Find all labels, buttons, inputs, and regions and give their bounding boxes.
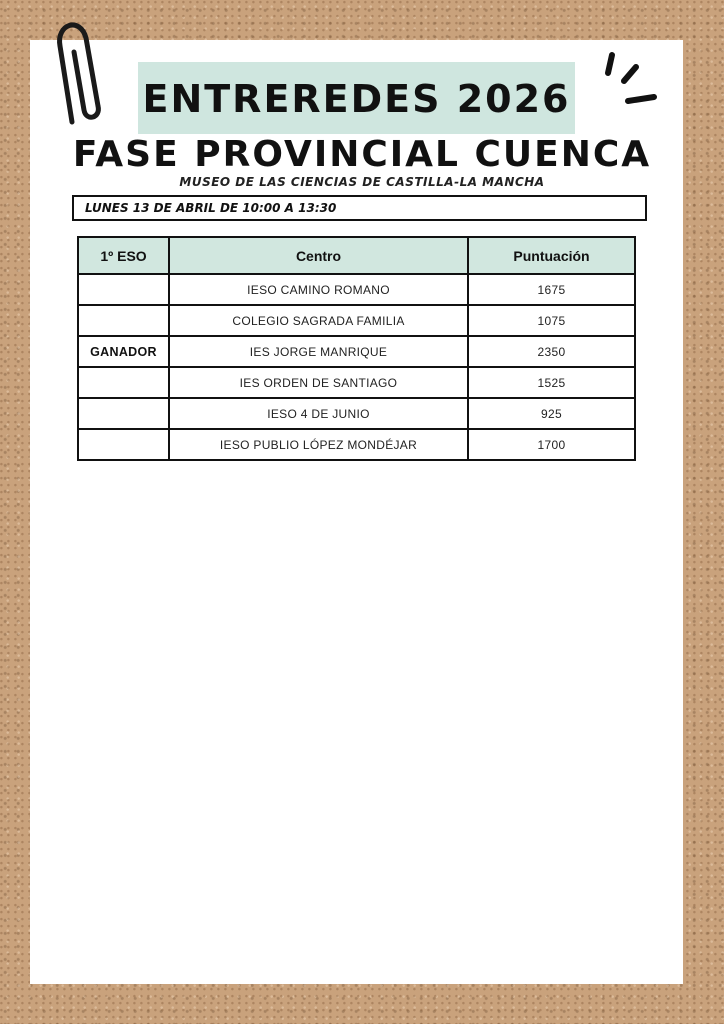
table-row	[78, 367, 635, 398]
row-status	[78, 398, 169, 429]
row-puntuacion: 2350	[468, 336, 635, 367]
row-status	[78, 367, 169, 398]
table-row	[78, 429, 635, 460]
column-header-puntuacion: Puntuación	[468, 237, 635, 274]
column-header-centro: Centro	[169, 237, 468, 274]
table-row	[78, 398, 635, 429]
row-centro: IESO CAMINO ROMANO	[169, 274, 468, 305]
row-status	[78, 274, 169, 305]
row-centro: COLEGIO SAGRADA FAMILIA	[169, 305, 468, 336]
table-row	[78, 274, 635, 305]
row-puntuacion: 1700	[468, 429, 635, 460]
row-puntuacion: 1525	[468, 367, 635, 398]
results-table	[77, 236, 636, 461]
row-centro: IESO 4 DE JUNIO	[169, 398, 468, 429]
row-puntuacion: 1075	[468, 305, 635, 336]
page-subtitle: FASE PROVINCIAL CUENCA	[72, 134, 652, 175]
table-row	[78, 336, 635, 367]
page-title: ENTREREDES 2026	[142, 77, 571, 121]
row-centro: IES JORGE MANRIQUE	[169, 336, 468, 367]
paperclip-icon	[46, 10, 116, 130]
column-header-level: 1º ESO	[78, 237, 169, 274]
venue-label: MUSEO DE LAS CIENCIAS DE CASTILLA-LA MANCHA	[179, 175, 545, 189]
row-puntuacion: 925	[468, 398, 635, 429]
row-puntuacion: 1675	[468, 274, 635, 305]
accent-lines-icon	[600, 45, 670, 115]
table-row	[78, 305, 635, 336]
row-centro: IESO PUBLIO LÓPEZ MONDÉJAR	[169, 429, 468, 460]
row-status	[78, 305, 169, 336]
date-box: LUNES 13 DE ABRIL DE 10:00 A 13:30	[72, 195, 647, 221]
row-centro: IES ORDEN DE SANTIAGO	[169, 367, 468, 398]
row-status: GANADOR	[78, 336, 169, 367]
row-status	[78, 429, 169, 460]
table-header-row	[78, 237, 635, 274]
